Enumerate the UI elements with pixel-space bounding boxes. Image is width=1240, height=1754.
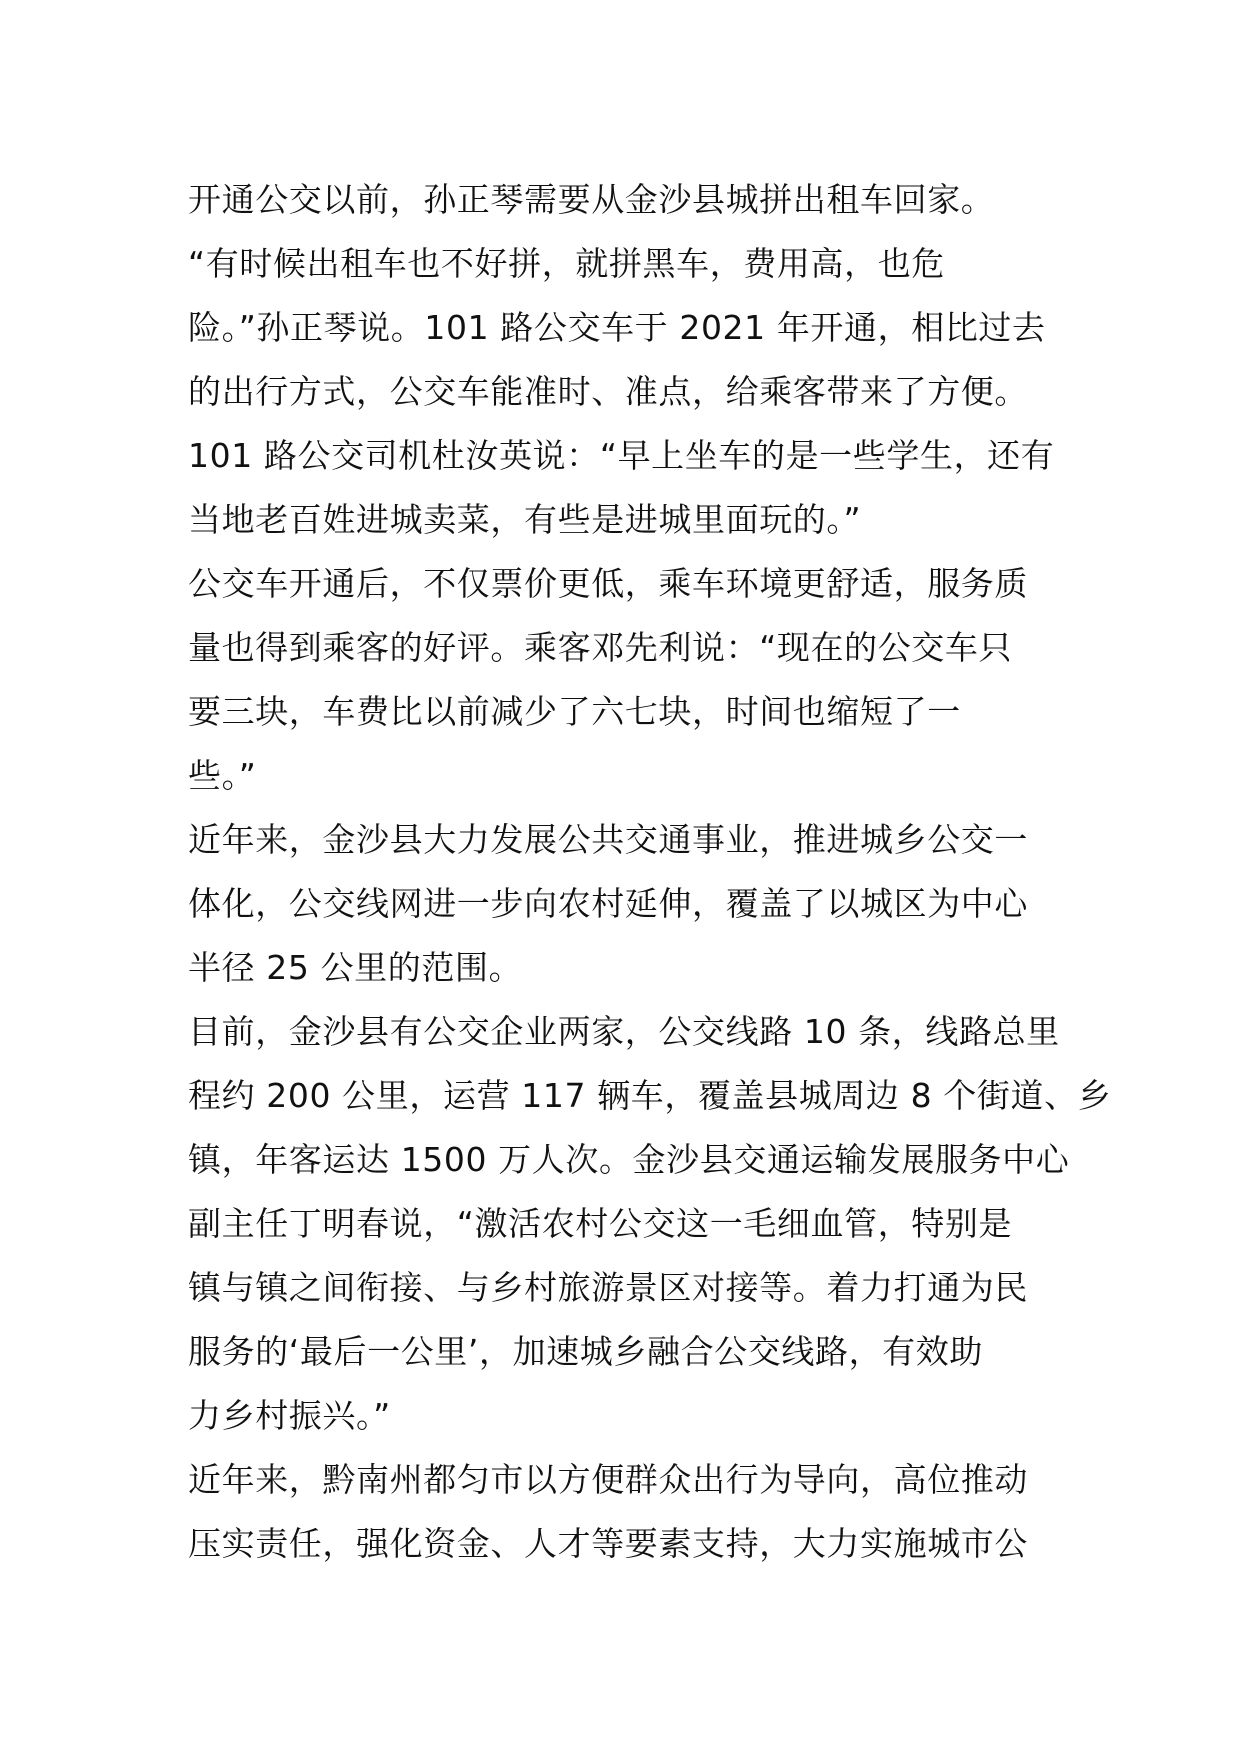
text-line: 服务的‘最后一公里’，加速城乡融合公交线路，有效助 — [188, 1332, 983, 1371]
text-line: 镇与镇之间衔接、与乡村旅游景区对接等。着力打通为民 — [188, 1268, 1028, 1307]
text-line: 的出行方式，公交车能准时、准点，给乘客带来了方便。 — [188, 372, 1028, 411]
text-line: 副主任丁明春说，“激活农村公交这一毛细血管，特别是 — [188, 1204, 1013, 1243]
article-body — [188, 168, 1112, 1576]
text-line: 险。”孙正琴说。101 路公交车于 2021 年开通，相比过去 — [188, 308, 1046, 347]
text-line: “有时候出租车也不好拼，就拼黑车，费用高，也危 — [188, 244, 945, 283]
text-line: 程约 200 公里，运营 117 辆车，覆盖县城周边 8 个街道、乡 — [188, 1076, 1112, 1115]
text-line: 力乡村振兴。” — [188, 1396, 391, 1435]
text-line: 半径 25 公里的范围。 — [188, 948, 523, 987]
text-line: 公交车开通后，不仅票价更低，乘车环境更舒适，服务质 — [188, 564, 1028, 603]
text-line: 当地老百姓进城卖菜，有些是进城里面玩的。” — [188, 500, 862, 539]
text-line: 开通公交以前，孙正琴需要从金沙县城拼出租车回家。 — [188, 180, 995, 219]
text-line: 体化，公交线网进一步向农村延伸，覆盖了以城区为中心 — [188, 884, 1028, 923]
text-line: 些。” — [188, 756, 257, 795]
text-line: 镇，年客运达 1500 万人次。金沙县交通运输发展服务中心 — [188, 1140, 1070, 1179]
text-line: 近年来，金沙县大力发展公共交通事业，推进城乡公交一 — [188, 820, 1028, 859]
text-line: 要三块，车费比以前减少了六七块，时间也缩短了一 — [188, 692, 961, 731]
text-line: 压实责任，强化资金、人才等要素支持，大力实施城市公 — [188, 1524, 1028, 1563]
text-line: 量也得到乘客的好评。乘客邓先利说：“现在的公交车只 — [188, 628, 1013, 667]
text-line: 101 路公交司机杜汝英说：“早上坐车的是一些学生，还有 — [188, 436, 1055, 475]
text-line: 目前，金沙县有公交企业两家，公交线路 10 条，线路总里 — [188, 1012, 1060, 1051]
text-line: 近年来，黔南州都匀市以方便群众出行为导向，高位推动 — [188, 1460, 1028, 1499]
